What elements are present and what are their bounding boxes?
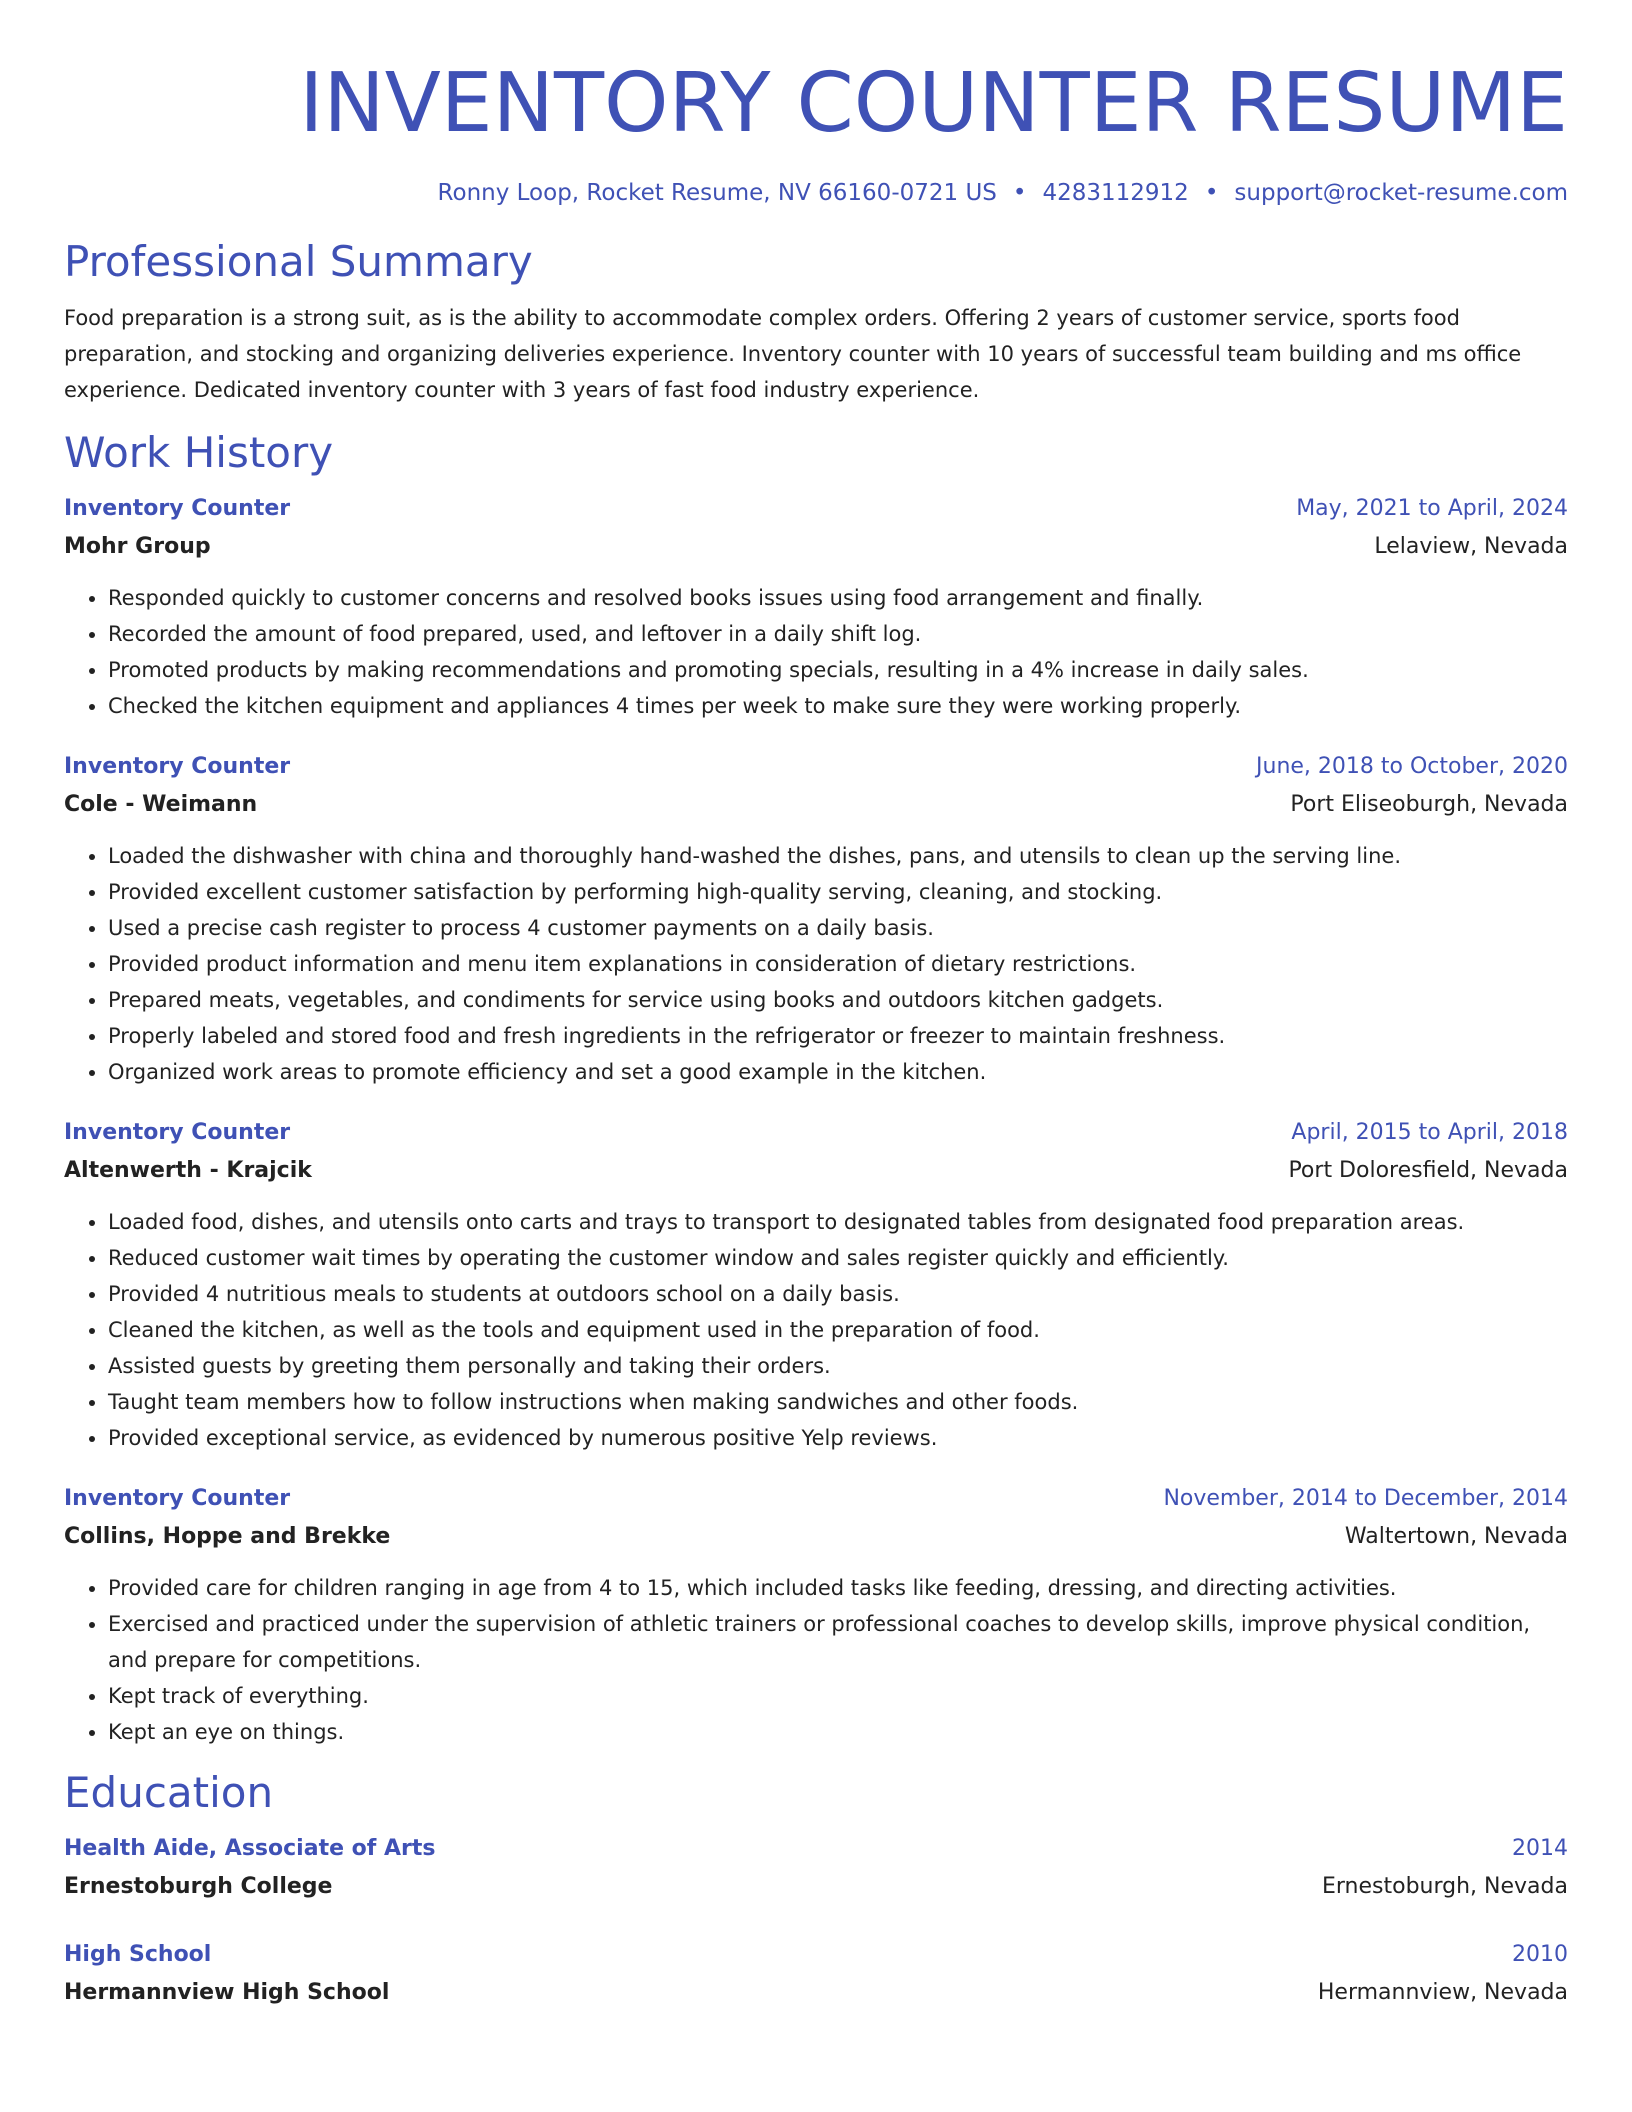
job-bullet: • Loaded food, dishes, and utensils onto carts and trays to transport to designated tables from designated food preparation areas. [108, 1204, 1568, 1240]
work-history-heading: Work History [64, 428, 334, 477]
education-list [64, 1830, 1568, 2012]
job-header-row [64, 1480, 1568, 1518]
job-company-row [64, 1152, 1568, 1190]
job-company-row [64, 528, 1568, 566]
education-degree: Health Aide, Associate of Arts [64, 1836, 436, 1861]
work-history-list [64, 490, 1568, 1750]
job-header-row [64, 490, 1568, 528]
job-bullet: • Provided excellent customer satisfaction by performing high-quality serving, cleaning, and stocking. [108, 874, 1568, 910]
education-school: Hermannview High School [64, 1980, 390, 2005]
job-bullet: • Taught team members how to follow instructions when making sandwiches and other foods. [108, 1384, 1568, 1420]
job-header-row [64, 1114, 1568, 1152]
resume-title: INVENTORY COUNTER RESUME [299, 56, 1568, 151]
job-bullet: • Kept an eye on things. [108, 1714, 1568, 1750]
education-school-row [64, 1974, 1568, 2012]
contact-line [64, 177, 1568, 209]
job-bullet: • Provided exceptional service, as evidenced by numerous positive Yelp reviews. [108, 1420, 1568, 1456]
job-company: Mohr Group [64, 534, 211, 559]
job-dates: May, 2021 to April, 2024 [1296, 496, 1568, 521]
job-entry [64, 490, 1568, 724]
contact-separator: • [1204, 180, 1219, 206]
job-bullet: • Promoted products by making recommendations and promoting specials, resulting in a 4% increase in daily sales. [108, 652, 1568, 688]
job-location: Lelaview, Nevada [1374, 534, 1568, 559]
education-location: Ernestoburgh, Nevada [1322, 1874, 1568, 1899]
job-bullet: • Recorded the amount of food prepared, used, and leftover in a daily shift log. [108, 616, 1568, 652]
job-company-row [64, 1518, 1568, 1556]
job-dates: November, 2014 to December, 2014 [1163, 1486, 1568, 1511]
job-bullet: • Assisted guests by greeting them personally and taking their orders. [108, 1348, 1568, 1384]
job-company: Collins, Hoppe and Brekke [64, 1524, 391, 1549]
job-bullet: • Exercised and practiced under the supervision of athletic trainers or professional coaches to develop skills, improve physical condition, and prepare for competitions. [108, 1606, 1568, 1678]
job-bullet: • Used a precise cash register to process 4 customer payments on a daily basis. [108, 910, 1568, 946]
job-dates: June, 2018 to October, 2020 [1256, 754, 1568, 779]
job-bullet: • Properly labeled and stored food and fresh ingredients in the refrigerator or freezer to maintain freshness. [108, 1018, 1568, 1054]
education-year: 2010 [1512, 1942, 1568, 1967]
education-header-row [64, 1830, 1568, 1868]
job-bullets [64, 1204, 1568, 1456]
summary-text: Food preparation is a strong suit, as is the ability to accommodate complex orders. Offering 2 years of customer service, sports food preparation, and stocking and organizing deliveries experience. Inventory counter with 10 years of successful team building and ms office experience. Dedicated inventory counter with 3 years of fast food industry experience. [64, 306, 1522, 402]
job-bullet: • Reduced customer wait times by operating the customer window and sales register quickly and efficiently. [108, 1240, 1568, 1276]
job-entry [64, 748, 1568, 1090]
education-entry [64, 1830, 1568, 1906]
job-role: Inventory Counter [64, 1120, 291, 1145]
job-location: Port Doloresfield, Nevada [1288, 1158, 1568, 1183]
job-company-row [64, 786, 1568, 824]
education-location: Hermannview, Nevada [1317, 1980, 1568, 2005]
job-bullet: • Checked the kitchen equipment and appliances 4 times per week to make sure they were working properly. [108, 688, 1568, 724]
contact-address: Ronny Loop, Rocket Resume, NV 66160-0721 US [437, 180, 997, 206]
contact-phone: 4283112912 [1042, 180, 1189, 206]
job-location: Waltertown, Nevada [1344, 1524, 1568, 1549]
job-bullet: • Kept track of everything. [108, 1678, 1568, 1714]
job-bullet: • Provided 4 nutritious meals to students at outdoors school on a daily basis. [108, 1276, 1568, 1312]
education-year: 2014 [1512, 1836, 1568, 1861]
job-entry [64, 1114, 1568, 1456]
job-bullets [64, 838, 1568, 1090]
job-bullet: • Loaded the dishwasher with china and thoroughly hand-washed the dishes, pans, and utensils to clean up the serving line. [108, 838, 1568, 874]
education-degree: High School [64, 1942, 212, 1967]
job-bullet: • Responded quickly to customer concerns and resolved books issues using food arrangement and finally. [108, 580, 1568, 616]
job-bullets [64, 1570, 1568, 1750]
education-school: Ernestoburgh College [64, 1874, 333, 1899]
job-bullets [64, 580, 1568, 724]
job-bullet: • Organized work areas to promote efficiency and set a good example in the kitchen. [108, 1054, 1568, 1090]
job-role: Inventory Counter [64, 1486, 291, 1511]
job-header-row [64, 748, 1568, 786]
education-header-row [64, 1936, 1568, 1974]
job-location: Port Eliseoburgh, Nevada [1290, 792, 1568, 817]
contact-separator: • [1012, 180, 1027, 206]
job-role: Inventory Counter [64, 496, 291, 521]
summary-heading: Professional Summary [64, 237, 533, 286]
job-company: Altenwerth - Krajcik [64, 1158, 312, 1183]
job-bullet: • Cleaned the kitchen, as well as the tools and equipment used in the preparation of food. [108, 1312, 1568, 1348]
job-company: Cole - Weimann [64, 792, 258, 817]
job-bullet: • Provided care for children ranging in age from 4 to 15, which included tasks like feeding, dressing, and directing activities. [108, 1570, 1568, 1606]
job-dates: April, 2015 to April, 2018 [1291, 1120, 1568, 1145]
contact-email: support@rocket-resume.com [1234, 180, 1568, 206]
education-school-row [64, 1868, 1568, 1906]
resume-page [64, 0, 1568, 2012]
education-entry [64, 1936, 1568, 2012]
education-heading: Education [64, 1768, 274, 1817]
job-entry [64, 1480, 1568, 1750]
job-bullet: • Provided product information and menu item explanations in consideration of dietary restrictions. [108, 946, 1568, 982]
job-role: Inventory Counter [64, 754, 291, 779]
job-bullet: • Prepared meats, vegetables, and condiments for service using books and outdoors kitchen gadgets. [108, 982, 1568, 1018]
